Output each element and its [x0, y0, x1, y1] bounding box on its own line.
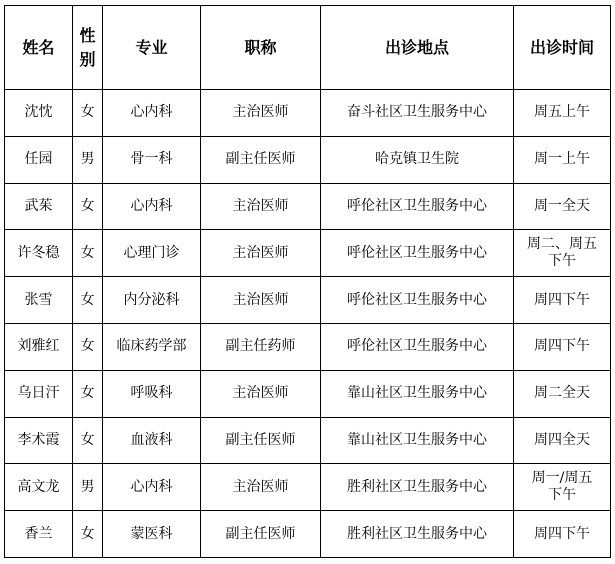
cell-title: 主治医师: [201, 277, 321, 324]
cell-specialty: 心内科: [103, 464, 201, 511]
cell-location: 呼伦社区卫生服务中心: [321, 230, 514, 277]
cell-gender: 女: [73, 511, 103, 558]
table-row: [5, 323, 611, 370]
cell-location: 胜利社区卫生服务中心: [321, 511, 514, 558]
header-gender-line2: 别: [79, 49, 96, 69]
cell-time: [514, 370, 611, 417]
cell-time-line2: 下午: [548, 487, 576, 504]
cell-specialty: 内分泌科: [103, 277, 201, 324]
cell-time: [514, 511, 611, 558]
cell-time-line1: 周一/周五: [531, 470, 593, 487]
table-row: [5, 230, 611, 277]
cell-time: [514, 183, 611, 230]
table-row: [5, 370, 611, 417]
cell-title: 主治医师: [201, 230, 321, 277]
cell-title: 主治医师: [201, 90, 321, 137]
cell-specialty: 呼吸科: [103, 370, 201, 417]
table-row: [5, 136, 611, 183]
cell-gender: 女: [73, 370, 103, 417]
cell-time: [514, 90, 611, 137]
header-gender: [73, 6, 103, 90]
cell-title: 主治医师: [201, 464, 321, 511]
cell-location: 呼伦社区卫生服务中心: [321, 183, 514, 230]
cell-gender: 女: [73, 183, 103, 230]
cell-gender: 女: [73, 323, 103, 370]
table-row: [5, 277, 611, 324]
cell-time: [514, 417, 611, 464]
doctor-schedule-table: [4, 5, 611, 558]
cell-specialty: 临床药学部: [103, 323, 201, 370]
cell-location: 胜利社区卫生服务中心: [321, 464, 514, 511]
table-body: [5, 90, 611, 558]
cell-name: 任园: [5, 136, 73, 183]
cell-title: 主治医师: [201, 370, 321, 417]
cell-name: 乌日汗: [5, 370, 73, 417]
cell-time-line1: 周一全天: [534, 197, 590, 214]
cell-time-line1: 周四下午: [534, 338, 590, 355]
cell-time-line1: 周四下午: [534, 291, 590, 308]
cell-gender: 女: [73, 230, 103, 277]
cell-time-line1: 周五上午: [534, 104, 590, 121]
cell-time: [514, 230, 611, 277]
cell-time: [514, 464, 611, 511]
cell-title: 副主任药师: [201, 323, 321, 370]
table-row: [5, 90, 611, 137]
cell-specialty: 心内科: [103, 90, 201, 137]
header-row: [5, 6, 611, 90]
header-name: 姓名: [5, 6, 73, 90]
cell-specialty: 心内科: [103, 183, 201, 230]
cell-location: 呼伦社区卫生服务中心: [321, 323, 514, 370]
cell-name: 李术霞: [5, 417, 73, 464]
table-row: [5, 464, 611, 511]
cell-specialty: 骨一科: [103, 136, 201, 183]
header-location: 出诊地点: [321, 6, 514, 90]
cell-location: 靠山社区卫生服务中心: [321, 417, 514, 464]
cell-name: 香兰: [5, 511, 73, 558]
table-row: [5, 183, 611, 230]
cell-title: 主治医师: [201, 183, 321, 230]
cell-time-line1: 周二全天: [534, 385, 590, 402]
header-time: 出诊时间: [514, 6, 611, 90]
cell-time-line1: 周二、周五: [527, 236, 597, 253]
table-row: [5, 511, 611, 558]
cell-name: 沈忱: [5, 90, 73, 137]
cell-title: 副主任医师: [201, 511, 321, 558]
cell-specialty: 心理门诊: [103, 230, 201, 277]
cell-specialty: 血液科: [103, 417, 201, 464]
cell-name: 张雪: [5, 277, 73, 324]
cell-gender: 女: [73, 417, 103, 464]
cell-location: 靠山社区卫生服务中心: [321, 370, 514, 417]
cell-name: 许冬稳: [5, 230, 73, 277]
cell-time-line1: 周一上午: [534, 151, 590, 168]
header-title: 职称: [201, 6, 321, 90]
cell-title: 副主任医师: [201, 136, 321, 183]
cell-location: 呼伦社区卫生服务中心: [321, 277, 514, 324]
cell-specialty: 蒙医科: [103, 511, 201, 558]
cell-location: 奋斗社区卫生服务中心: [321, 90, 514, 137]
cell-gender: 男: [73, 464, 103, 511]
cell-name: 武茱: [5, 183, 73, 230]
cell-gender: 女: [73, 277, 103, 324]
cell-time-line1: 周四下午: [534, 525, 590, 542]
cell-name: 刘雅红: [5, 323, 73, 370]
cell-gender: 男: [73, 136, 103, 183]
cell-gender: 女: [73, 90, 103, 137]
header-specialty: 专业: [103, 6, 201, 90]
cell-location: 哈克镇卫生院: [321, 136, 514, 183]
cell-time: [514, 277, 611, 324]
header-gender-line1: 性: [79, 25, 96, 45]
cell-time: [514, 323, 611, 370]
cell-time-line2: 下午: [548, 253, 576, 270]
cell-name: 高文龙: [5, 464, 73, 511]
cell-time-line1: 周四全天: [534, 431, 590, 448]
cell-title: 副主任医师: [201, 417, 321, 464]
table-row: [5, 417, 611, 464]
cell-time: [514, 136, 611, 183]
